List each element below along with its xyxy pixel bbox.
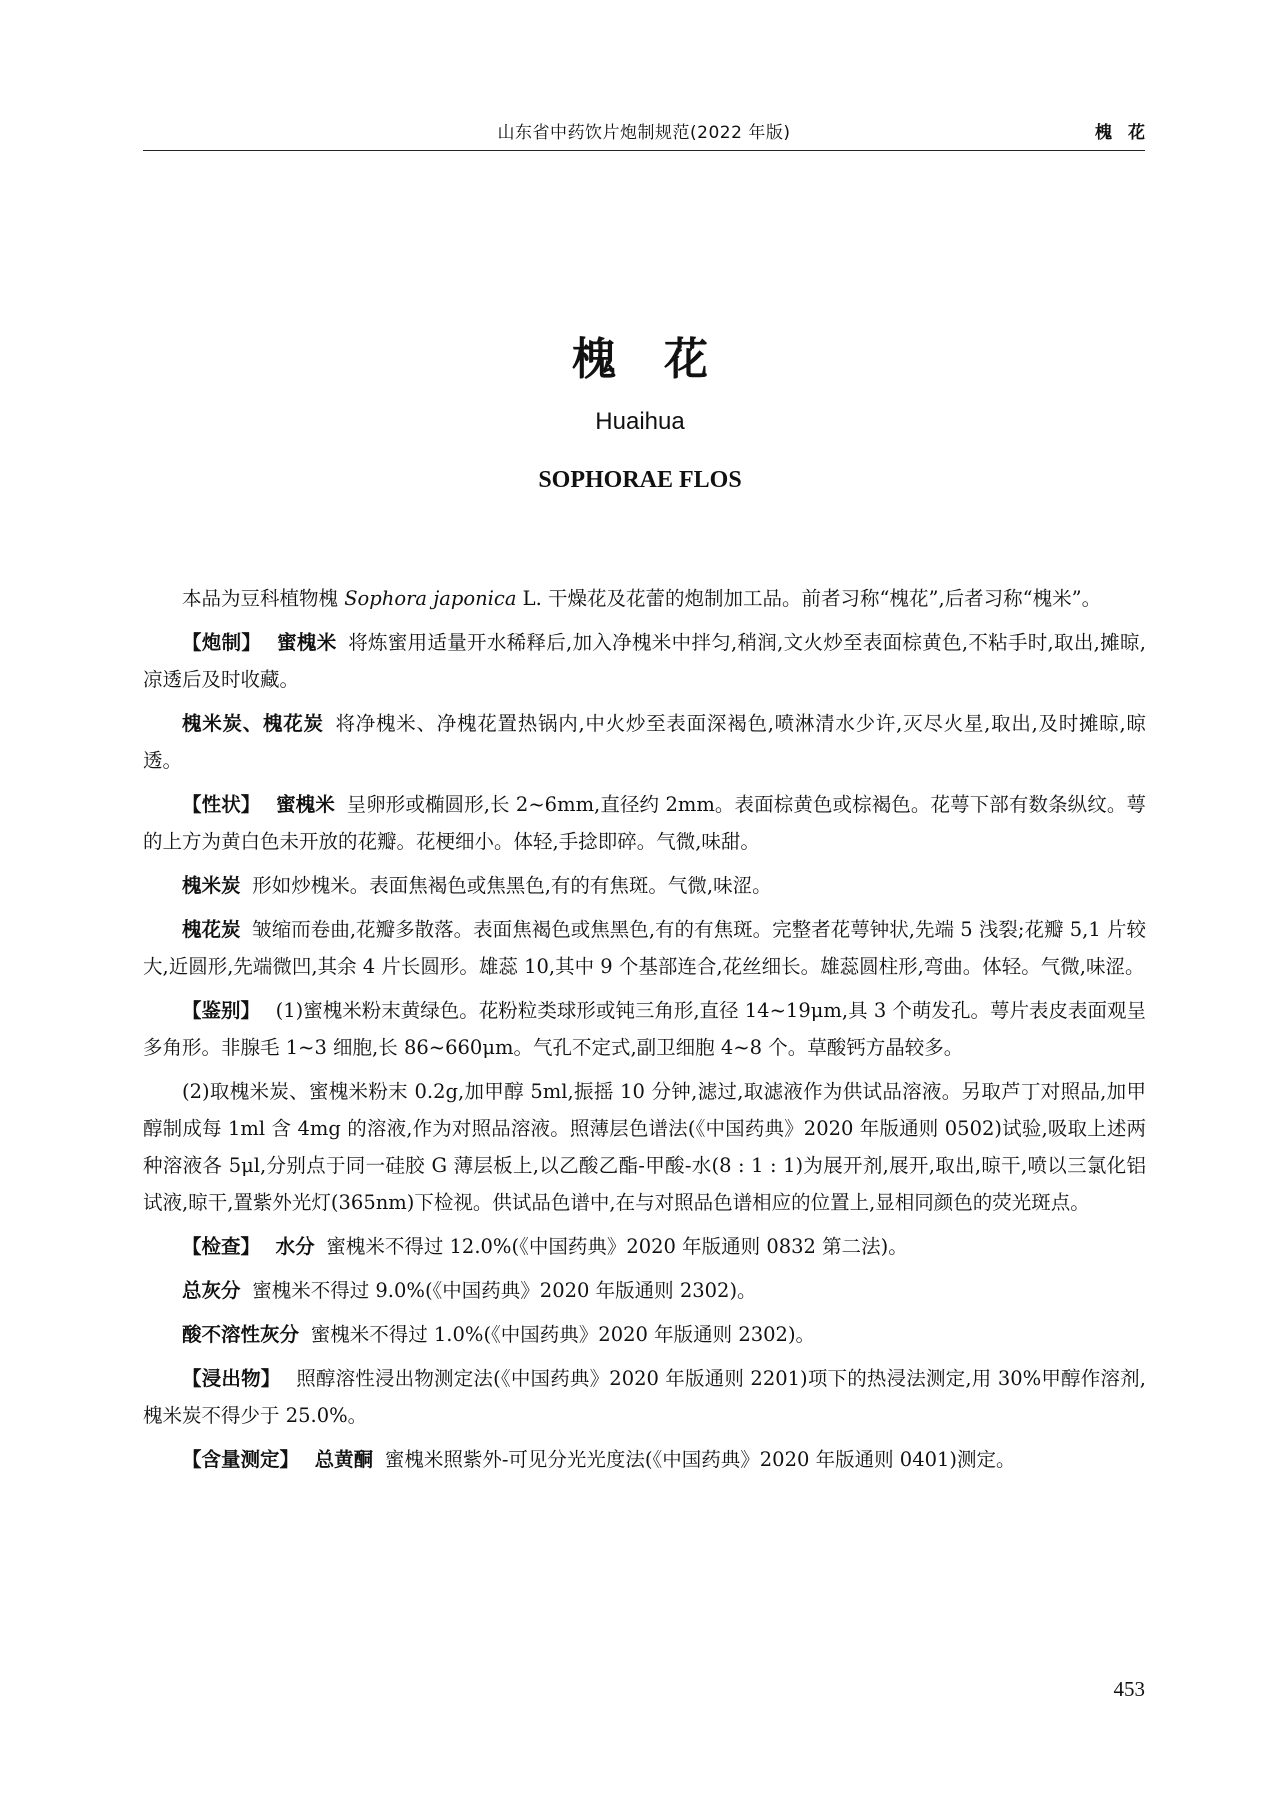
- paozhi-item1-text: 将炼蜜用适量开水稀释后,加入净槐米中拌匀,稍润,文火炒至表面棕黄色,不粘手时,取出,摊晾,凉透后及时收藏。: [143, 631, 1146, 691]
- paozhi-paragraph-2: [143, 705, 1146, 779]
- jiancha-item2-text: 蜜槐米不得过 9.0%(《中国药典》2020 年版通则 2302)。: [252, 1279, 757, 1302]
- paozhi-item2-name: 槐米炭、槐花炭: [182, 712, 324, 735]
- xingzhuang-item2-text: 形如炒槐米。表面焦褐色或焦黑色,有的有焦斑。气微,味涩。: [252, 874, 772, 897]
- monograph-body: [143, 580, 1146, 1485]
- section-heading-jianbie: 【鉴别】: [182, 999, 261, 1022]
- jiancha-paragraph-2: [143, 1272, 1146, 1309]
- jinchuwu-text: 照醇溶性浸出物测定法(《中国药典》2020 年版通则 2201)项下的热浸法测定,用 30%甲醇作溶剂,槐米炭不得少于 25.0%。: [143, 1367, 1146, 1427]
- header-entry-name: 槐花: [1095, 123, 1161, 143]
- xingzhuang-item3-name: 槐花炭: [182, 918, 241, 941]
- running-header: [143, 110, 1161, 151]
- entry-pinyin: Huaihua: [595, 408, 685, 435]
- hanliang-item-text: 蜜槐米照紫外-可见分光光度法(《中国药典》2020 年版通则 0401)测定。: [384, 1448, 1016, 1471]
- section-heading-jiancha: 【检查】: [182, 1235, 261, 1258]
- jianbie-paragraph-2: [143, 1073, 1146, 1221]
- jiancha-item1-name: 水分: [275, 1235, 315, 1258]
- xingzhuang-item3-text: 皱缩而卷曲,花瓣多散落。表面焦褐色或焦黑色,有的有焦斑。完整者花萼钟状,先端 5 浅裂;花瓣 5,1 片较大,近圆形,先端微凹,其余 4 片长圆形。雄蕊 10,其中 9 个基部连合,花丝细长。雄蕊圆柱形,弯曲。体轻。气微,味涩。: [143, 918, 1146, 978]
- species-name: Sophora japonica: [344, 587, 517, 610]
- entry-title: 槐花: [572, 334, 756, 385]
- section-heading-jinchuwu: 【浸出物】: [182, 1367, 281, 1390]
- jiancha-paragraph-1: [143, 1228, 1146, 1265]
- xingzhuang-item2-name: 槐米炭: [182, 874, 241, 897]
- intro-text-2: L. 干燥花及花蕾的炮制加工品。前者习称“槐花”,后者习称“槐米”。: [516, 587, 1102, 610]
- jianbie-paragraph-1: [143, 992, 1146, 1066]
- xingzhuang-item1-text: 呈卵形或椭圆形,长 2~6mm,直径约 2mm。表面棕黄色或棕褐色。花萼下部有数条纵纹。萼的上方为黄白色未开放的花瓣。花梗细小。体轻,手捻即碎。气微,味甜。: [143, 793, 1146, 853]
- xingzhuang-paragraph-1: [143, 786, 1146, 860]
- xingzhuang-paragraph-3: [143, 911, 1146, 985]
- jiancha-item1-text: 蜜槐米不得过 12.0%(《中国药典》2020 年版通则 0832 第二法)。: [326, 1235, 908, 1258]
- entry-latin-name: SOPHORAE FLOS: [538, 467, 742, 493]
- jianbie-text-2: (2)取槐米炭、蜜槐米粉末 0.2g,加甲醇 5ml,振摇 10 分钟,滤过,取滤液作为供试品溶液。另取芦丁对照品,加甲醇制成每 1ml 含 4mg 的溶液,作为对照品溶液。照薄层色谱法(《中国药典》2020 年版通则 0502)试验,吸取上述两种溶液各 5μl,分别点于同一硅胶 G 薄层板上,以乙酸乙酯-甲酸-水(8 : 1 : 1)为展开剂,展开,取出,晾干,喷以三氯化铝试液,晾干,置紫外光灯(365nm)下检视。供试品色谱中,在与对照品色谱相应的位置上,显相同颜色的荧光斑点。: [143, 1080, 1146, 1214]
- jiancha-item2-name: 总灰分: [182, 1279, 241, 1302]
- jiancha-item3-text: 蜜槐米不得过 1.0%(《中国药典》2020 年版通则 2302)。: [310, 1323, 816, 1346]
- intro-text-1: 本品为豆科植物槐: [182, 587, 345, 610]
- hanliang-item-name: 总黄酮: [314, 1448, 374, 1471]
- header-book-title: 山东省中药饮片炮制规范(2022 年版): [497, 123, 791, 143]
- section-heading-hanliang: 【含量测定】: [182, 1448, 300, 1471]
- jianbie-text-1: (1)蜜槐米粉末黄绿色。花粉粒类球形或钝三角形,直径 14~19μm,具 3 个萌发孔。萼片表皮表面观呈多角形。非腺毛 1~3 细胞,长 86~660μm。气孔不定式,副卫细胞 4~8 个。草酸钙方晶较多。: [143, 999, 1146, 1059]
- page-number: 453: [1113, 1677, 1145, 1701]
- xingzhuang-paragraph-2: [143, 867, 1146, 904]
- jinchuwu-paragraph: [143, 1360, 1146, 1434]
- intro-paragraph: [143, 580, 1146, 617]
- section-heading-paozhi: 【炮制】: [182, 631, 262, 654]
- paozhi-item1-name: 蜜槐米: [276, 631, 337, 654]
- jiancha-item3-name: 酸不溶性灰分: [182, 1323, 300, 1346]
- xingzhuang-item1-name: 蜜槐米: [275, 793, 335, 816]
- section-heading-xingzhuang: 【性状】: [182, 793, 261, 816]
- paozhi-item2-text: 将净槐米、净槐花置热锅内,中火炒至表面深褐色,喷淋清水少许,灭尽火星,取出,及时摊晾,晾透。: [143, 712, 1146, 772]
- paozhi-paragraph-1: [143, 624, 1146, 698]
- jiancha-paragraph-3: [143, 1316, 1146, 1353]
- hanliang-paragraph: [143, 1441, 1146, 1478]
